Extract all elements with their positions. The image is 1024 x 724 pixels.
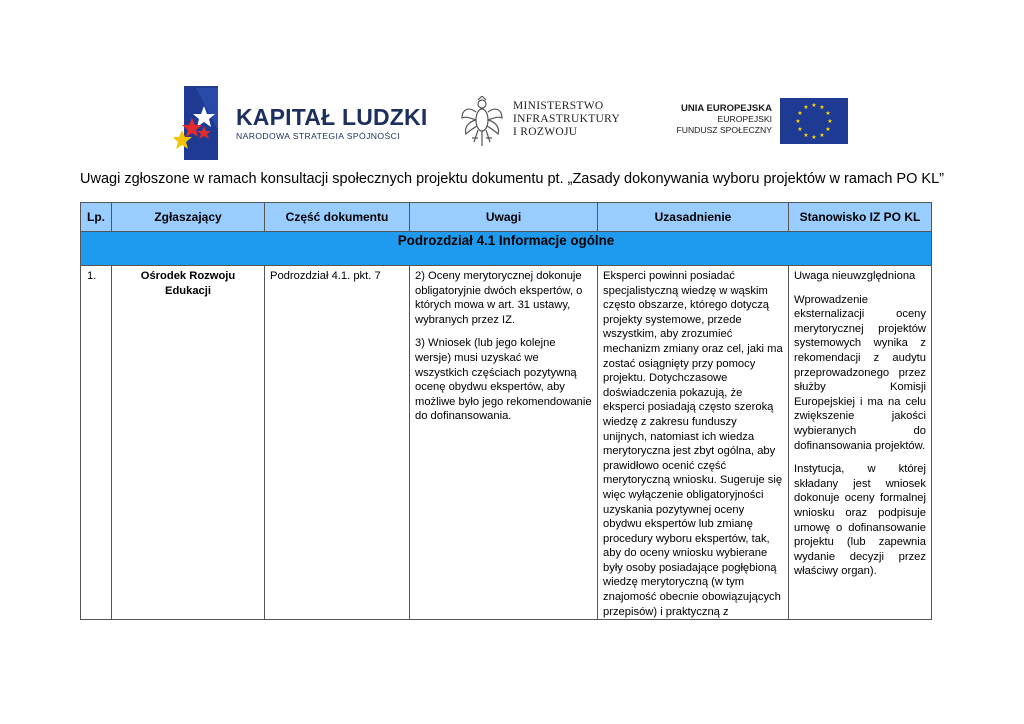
svg-text:★: ★ (797, 126, 803, 133)
eu-logo (672, 98, 852, 146)
svg-text:★: ★ (819, 132, 825, 139)
eu-flag-icon (780, 98, 848, 144)
header-uwagi: Uwagi (410, 203, 598, 232)
cell-lp: 1. (81, 266, 112, 620)
ministry-line-2: INFRASTRUKTURY (513, 113, 621, 125)
eu-line-3: FUNDUSZ SPOŁECZNY (676, 125, 772, 135)
svg-text:★: ★ (797, 110, 803, 117)
svg-text:★: ★ (811, 134, 817, 141)
table-header-row (81, 203, 932, 232)
ministry-line-3: I ROZWOJU (513, 126, 578, 138)
ministry-logo (460, 96, 630, 152)
kapital-ludzki-title: KAPITAŁ LUDZKI (236, 104, 428, 130)
svg-text:★: ★ (803, 132, 809, 139)
polish-eagle-icon (460, 96, 504, 148)
svg-text:★: ★ (825, 126, 831, 133)
eu-line-2: EUROPEJSKI (717, 114, 772, 124)
cell-zglaszajacy: Ośrodek Rozwoju Edukacji (112, 266, 265, 620)
comments-table (80, 202, 932, 620)
svg-text:★: ★ (811, 102, 817, 109)
eu-fund-text (677, 103, 773, 136)
header-lp: Lp. (81, 203, 112, 232)
cell-stanowisko (789, 266, 932, 620)
svg-text:★: ★ (825, 110, 831, 117)
ministry-name (513, 100, 620, 139)
cell-czesc-dokumentu: Podrozdział 4.1. pkt. 7 (265, 266, 410, 620)
kapital-ludzki-logo (174, 86, 428, 160)
svg-text:★: ★ (827, 118, 833, 125)
kapital-ludzki-subtitle: NARODOWA STRATEGIA SPÓJNOŚCI (236, 131, 400, 141)
header-stanowisko: Stanowisko IZ PO KL (789, 203, 932, 232)
section-title: Podrozdział 4.1 Informacje ogólne (81, 232, 932, 266)
cell-uwagi (410, 266, 598, 620)
header-zglaszajacy: Zgłaszający (112, 203, 265, 232)
svg-text:★: ★ (795, 118, 801, 125)
svg-text:★: ★ (819, 104, 825, 111)
uwagi-paragraph-1: 2) Oceny merytorycznej dokonuje obligatoryjnie dwóch ekspertów, o których mowa w art. 31 ustawy, wybranych przez IZ. (415, 270, 583, 326)
document-title: Uwagi zgłoszone w ramach konsultacji społecznych projektu dokumentu pt. „Zasady dokonywania wyboru projektów w ramach PO KL” (80, 171, 944, 187)
table-row (81, 266, 932, 620)
stanowisko-paragraph-1: Wprowadzenie eksternalizacji oceny merytorycznej projektów systemowych wynika z rekomendacji z audytu przeprowadzonego przez służby Komisji Europejskiej i ma na celu zwiększenie jakości wybieranych do dofinansowania projektów. (794, 293, 926, 452)
cell-uzasadnienie: Eksperci powinni posiadać specjalistyczną wiedzę w wąskim często obszarze, którego dotyczą projekty systemowe, przede wszystkim, aby zrozumieć mechanizm zmiany oraz cel, jaki ma zostać osiągnięty przy pomocy projektu. Dotychczasowe doświadczenia pokazują, że eksperci posiadają często szeroką wiedzę z zakresu funduszy unijnych, natomiast ich wiedza merytoryczna jest zbyt ogólna, aby prawidłowo ocenić część merytoryczną wniosku. Sugeruje się więc wyłączenie obligatoryjności uzyskania pozytywnej oceny obydwu ekspertów lub zmianę procedury wyboru ekspertów, tak, aby do oceny wniosku wybierane były osoby posiadające pogłębioną wiedzę merytoryczną (w tym znajomość obecnie obowiązujących przepisów) i praktyczną z (598, 266, 789, 620)
ministry-line-1: MINISTERSTWO (513, 100, 604, 112)
logo-bar (0, 0, 1024, 170)
section-row (81, 232, 932, 266)
header-czesc-dokumentu: Część dokumentu (265, 203, 410, 232)
stars-emblem-icon (174, 86, 234, 160)
uwagi-paragraph-2: 3) Wniosek (lub jego kolejne wersje) musi uzyskać we wszystkich częściach pozytywną ocenę obydwu ekspertów, aby możliwe było jego rekomendowanie do dofinansowania. (415, 337, 592, 423)
stanowisko-verdict: Uwaga nieuwzględniona (794, 270, 916, 282)
svg-text:★: ★ (803, 104, 809, 111)
eu-line-1: UNIA EUROPEJSKA (681, 103, 772, 114)
header-uzasadnienie: Uzasadnienie (598, 203, 789, 232)
stanowisko-paragraph-2: Instytucja, w której składany jest wniosek dokonuje oceny formalnej wniosku oraz podpisuje umowę o dofinansowanie projektu (lub zapewnia wydanie decyzji przez właściwy organ). (794, 463, 926, 578)
